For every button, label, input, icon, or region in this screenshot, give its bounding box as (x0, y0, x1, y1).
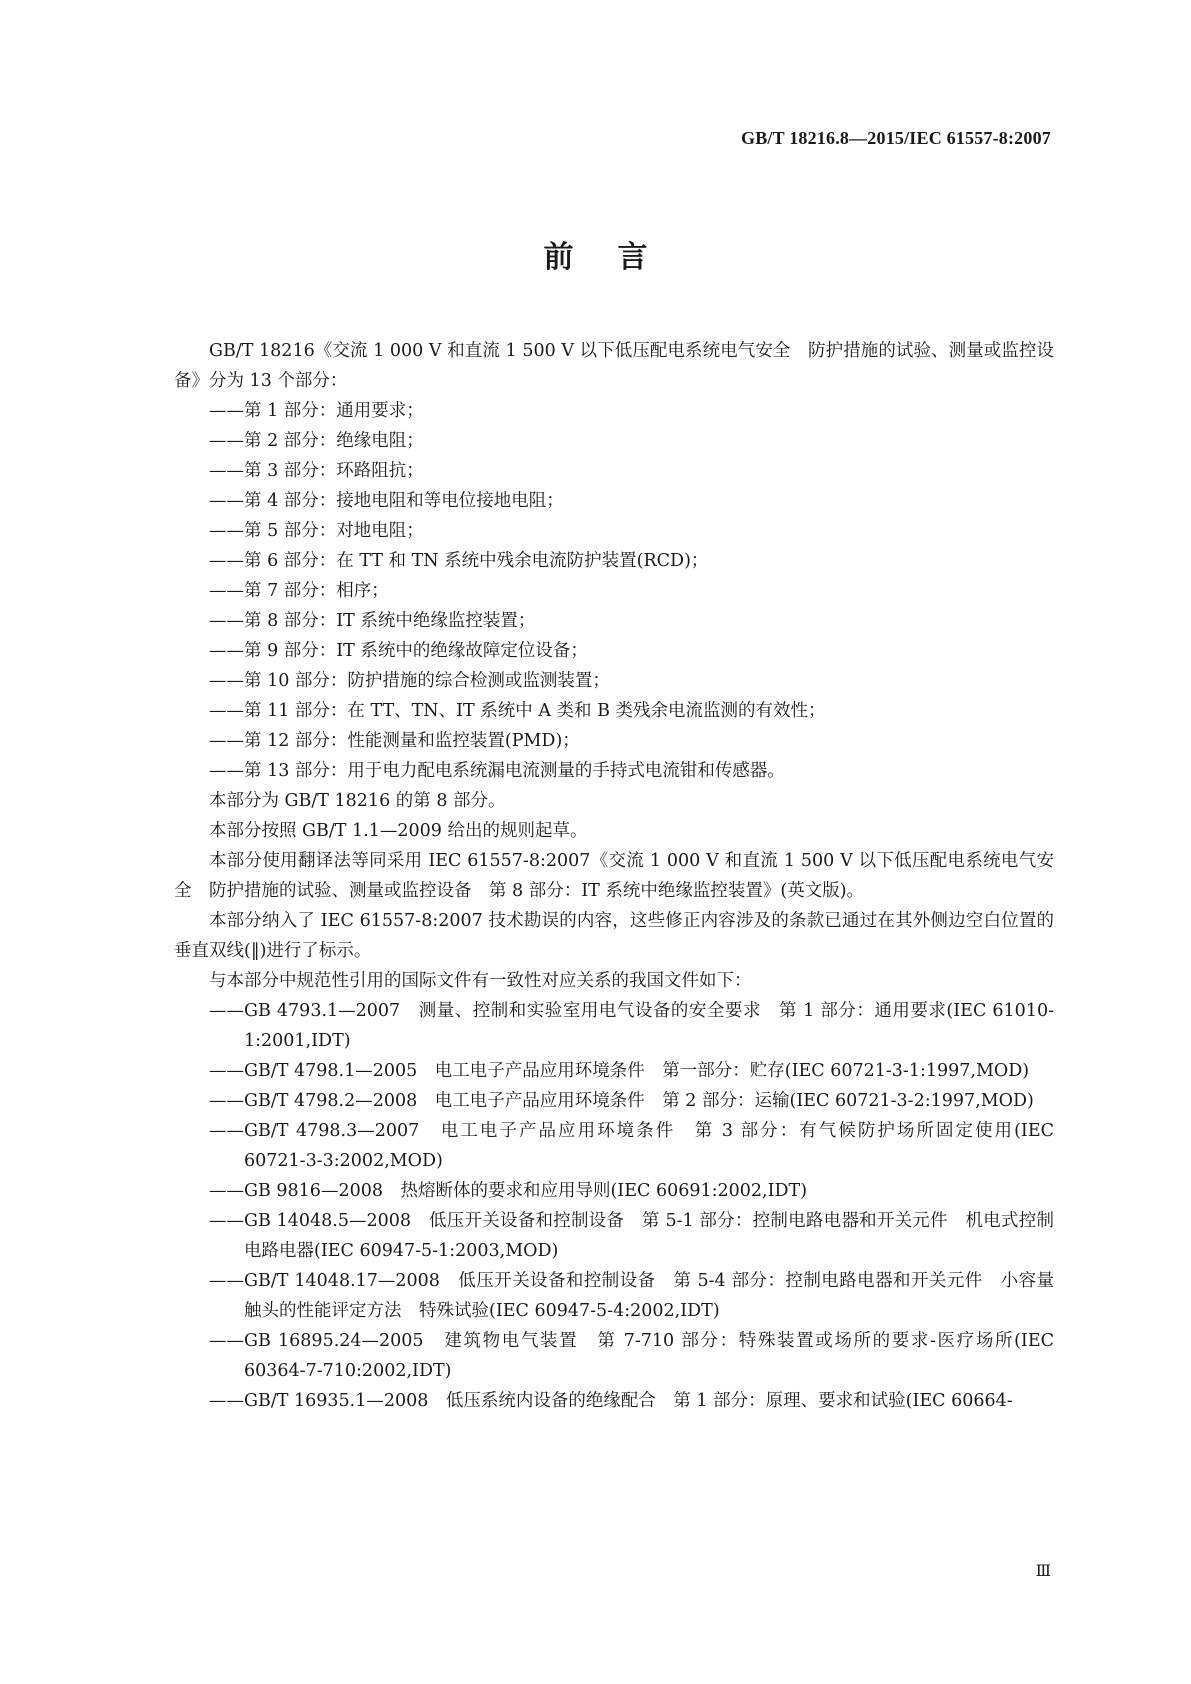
part-list-item: ——第 9 部分：IT 系统中的绝缘故障定位设备； (209, 641, 588, 661)
part-list-item: ——第 2 部分：绝缘电阻； (209, 431, 424, 451)
body-paragraph: 本部分纳入了 IEC 61557-8:2007 技术勘误的内容，这些修正内容涉及的条款已通过在其外侧边空白位置的垂直双线(‖)进行了标示。 (174, 911, 1054, 961)
part-list-item: ——第 6 部分：在 TT 和 TN 系统中残余电流防护装置(RCD)； (209, 551, 709, 571)
part-list-item: ——第 3 部分：环路阻抗； (209, 461, 424, 481)
part-list-item: ——第 11 部分：在 TT、TN、IT 系统中 A 类和 B 类残余电流监测的有效性； (209, 701, 826, 721)
part-list-item: ——第 1 部分：通用要求； (209, 401, 424, 421)
reference-list-item: ——GB/T 4798.2—2008 电工电子产品应用环境条件 第 2 部分：运输(IEC 60721-3-2:1997,MOD) (209, 1091, 1034, 1111)
part-list-item: ——第 10 部分：防护措施的综合检测或监测装置； (209, 671, 610, 691)
reference-list-item: ——GB 14048.5—2008 低压开关设备和控制设备 第 5-1 部分：控制电路电器和开关元件 机电式控制电路电器(IEC 60947-5-1:2003,MOD) (209, 1211, 1054, 1261)
part-list-item: ——第 4 部分：接地电阻和等电位接地电阻； (209, 491, 564, 511)
reference-list-item: ——GB/T 16935.1—2008 低压系统内设备的绝缘配合 第 1 部分：原理、要求和试验(IEC 60664- (209, 1391, 1013, 1411)
part-list-item: ——第 8 部分：IT 系统中绝缘监控装置； (209, 611, 536, 631)
intro-paragraph: GB/T 18216《交流 1 000 V 和直流 1 500 V 以下低压配电系统电气安全 防护措施的试验、测量或监控设备》分为 13 个部分： (174, 341, 1054, 391)
part-list-item: ——第 12 部分：性能测量和监控装置(PMD)； (209, 731, 580, 751)
body-paragraph: 与本部分中规范性引用的国际文件有一致性对应关系的我国文件如下： (209, 971, 752, 991)
reference-list-item: ——GB 9816—2008 热熔断体的要求和应用导则(IEC 60691:2002,IDT) (209, 1181, 808, 1201)
reference-list-item: ——GB 16895.24—2005 建筑物电气装置 第 7-710 部分：特殊装置或场所的要求-医疗场所(IEC 60364-7-710:2002,IDT) (209, 1331, 1054, 1381)
page-number: Ⅲ (1035, 1561, 1051, 1580)
body-paragraph: 本部分使用翻译法等同采用 IEC 61557-8:2007《交流 1 000 V 和直流 1 500 V 以下低压配电系统电气安全 防护措施的试验、测量或监控设备 第 8 部分：IT 系统中绝缘监控装置》(英文版)。 (174, 851, 1054, 901)
body-paragraph: 本部分为 GB/T 18216 的第 8 部分。 (209, 791, 506, 811)
part-list-item: ——第 5 部分：对地电阻； (209, 521, 424, 541)
reference-list-item: ——GB/T 4798.1—2005 电工电子产品应用环境条件 第一部分：贮存(IEC 60721-3-1:1997,MOD) (209, 1061, 1030, 1081)
page-title: 前言 (543, 240, 692, 275)
reference-list-item: ——GB/T 4798.3—2007 电工电子产品应用环境条件 第 3 部分：有气候防护场所固定使用(IEC 60721-3-3:2002,MOD) (209, 1121, 1054, 1171)
part-list-item: ——第 7 部分：相序； (209, 581, 389, 601)
body-paragraph: 本部分按照 GB/T 1.1—2009 给出的规则起草。 (209, 821, 588, 841)
part-list-item: ——第 13 部分：用于电力配电系统漏电流测量的手持式电流钳和传感器。 (209, 761, 785, 781)
document-body (174, 336, 1054, 1416)
standard-code-header: GB/T 18216.8—2015/IEC 61557-8:2007 (741, 128, 1051, 148)
reference-list-item: ——GB/T 14048.17—2008 低压开关设备和控制设备 第 5-4 部分：控制电路电器和开关元件 小容量触头的性能评定方法 特殊试验(IEC 60947-5-4:2002,IDT) (209, 1271, 1054, 1321)
reference-list-item: ——GB 4793.1—2007 测量、控制和实验室用电气设备的安全要求 第 1 部分：通用要求(IEC 61010-1:2001,IDT) (209, 1001, 1054, 1051)
